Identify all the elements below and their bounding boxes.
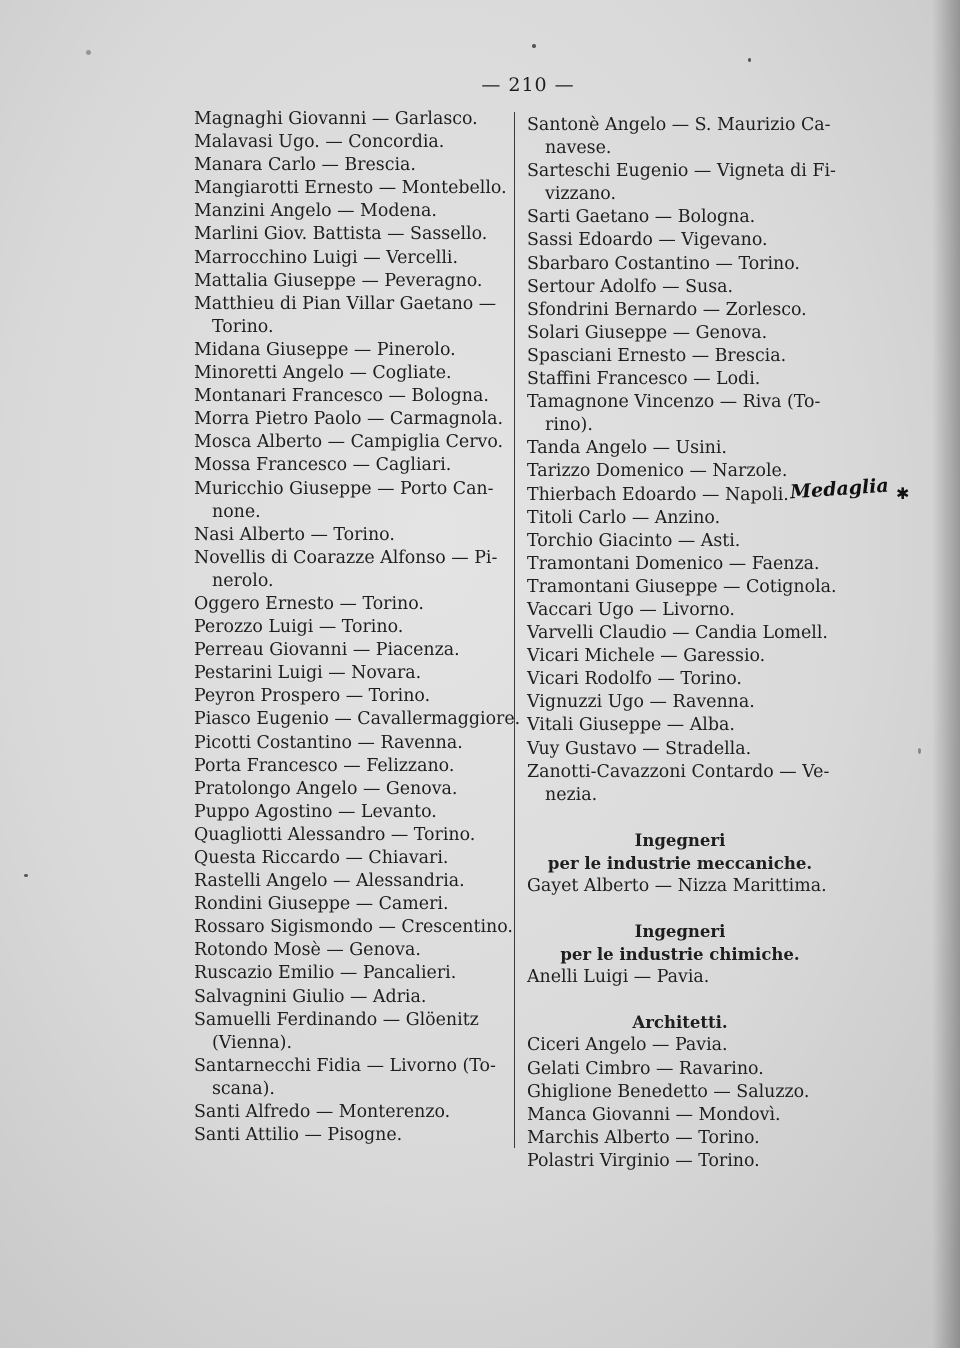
chimiche-entry: Anelli Luigi — Pavia. <box>527 967 710 988</box>
left-column-entry: Picotti Costantino — Ravenna. <box>194 732 463 753</box>
left-column-entry: none. <box>212 501 261 522</box>
architetti-entries <box>527 1034 833 1173</box>
section-heading-meccaniche-line1: Ingegneri <box>634 830 726 850</box>
left-column-entry: Montanari Francesco — Bologna. <box>194 386 489 407</box>
left-column-entry: Torino. <box>212 316 274 337</box>
annotation-mark-icon: ✱ <box>896 484 910 503</box>
left-column-entry: Mosca Alberto — Campiglia Cervo. <box>194 432 504 453</box>
section-heading-meccaniche-line2: per le industrie meccaniche. <box>547 853 813 873</box>
left-column-entry: Salvagnini Giulio — Adria. <box>194 986 427 1007</box>
left-column-entry: Muricchio Giuseppe — Porto Can- <box>194 478 494 499</box>
paper-speck <box>918 748 921 754</box>
right-column-entry: Vicari Michele — Garessio. <box>527 646 766 667</box>
left-column-entry: Rossaro Sigismondo — Crescentino. <box>194 917 513 938</box>
column-divider <box>514 112 515 1148</box>
left-column-entry: Marlini Giov. Battista — Sassello. <box>194 224 488 245</box>
left-column-entry: Ruscazio Emilio — Pancalieri. <box>194 963 457 984</box>
section-heading-architetti: Architetti. <box>632 1013 728 1033</box>
left-column-entry: Porta Francesco — Felizzano. <box>194 755 455 776</box>
right-column-entry: rino). <box>545 415 593 436</box>
right-column-entry: Sarteschi Eugenio — Vigneta di Fi- <box>527 161 836 182</box>
paper-speck <box>532 44 536 48</box>
right-column-entry: nezia. <box>545 784 598 805</box>
page-number: — 210 — <box>481 74 575 96</box>
right-column-entry: Sertour Adolfo — Susa. <box>527 276 734 297</box>
right-column-entry: Tarizzo Domenico — Narzole. <box>527 461 788 482</box>
right-column-entry: Tramontani Giuseppe — Cotignola. <box>527 576 837 597</box>
left-column-entry: Nasi Alberto — Torino. <box>194 524 395 545</box>
architetti-entry: Marchis Alberto — Torino. <box>527 1127 760 1148</box>
left-column-entry: Quagliotti Alessandro — Torino. <box>194 824 476 845</box>
right-column-entry: Sassi Edoardo — Vigevano. <box>527 230 768 251</box>
architetti-entry: Ciceri Angelo — Pavia. <box>527 1035 728 1056</box>
left-column-entry: Pratolongo Angelo — Genova. <box>194 778 458 799</box>
left-column-entry: Puppo Agostino — Levanto. <box>194 801 437 822</box>
left-column-entry: Malavasi Ugo. — Concordia. <box>194 132 445 153</box>
left-column-entry: Oggero Ernesto — Torino. <box>194 593 424 614</box>
left-column-entry: Manzini Angelo — Modena. <box>194 201 437 222</box>
right-column-entry: vizzano. <box>545 184 616 205</box>
right-column-entry: Vignuzzi Ugo — Ravenna. <box>527 692 755 713</box>
handwritten-annotation: Medaglia <box>789 474 890 504</box>
left-column-entry: Matthieu di Pian Villar Gaetano — <box>194 293 497 314</box>
left-column <box>194 108 521 1147</box>
page-edge-shadow <box>932 0 960 1348</box>
section-heading-chimiche-line2: per le industrie chimiche. <box>560 945 800 965</box>
left-column-entry: nerolo. <box>212 570 274 591</box>
left-column-entry: Manara Carlo — Brescia. <box>194 155 416 176</box>
right-column-entry: Tramontani Domenico — Faenza. <box>527 553 820 574</box>
right-column-entry: Vuy Gustavo — Stradella. <box>527 738 752 759</box>
right-column-entry: Solari Giuseppe — Genova. <box>527 322 768 343</box>
right-column-entry: Spasciani Ernesto — Brescia. <box>527 345 787 366</box>
right-column-entry: Vaccari Ugo — Livorno. <box>527 599 735 620</box>
paper-speck <box>748 58 751 62</box>
architetti-entry: Manca Giovanni — Mondovì. <box>527 1104 781 1125</box>
left-column-entry: Mattalia Giuseppe — Peveragno. <box>194 270 483 291</box>
right-column-entry: Sbarbaro Costantino — Torino. <box>527 253 800 274</box>
right-column-entry: Vicari Rodolfo — Torino. <box>527 669 742 690</box>
left-column-entry: Santi Alfredo — Monterenzo. <box>194 1102 451 1123</box>
architetti-entry: Ghiglione Benedetto — Saluzzo. <box>527 1081 810 1102</box>
architetti-entry: Polastri Virginio — Torino. <box>527 1150 760 1171</box>
left-column-entry: Samuelli Ferdinando — Glöenitz <box>194 1009 479 1030</box>
right-column-entry: Santonè Angelo — S. Maurizio Ca- <box>527 115 831 135</box>
left-column-entry: Santi Attilio — Pisogne. <box>194 1125 403 1146</box>
section-heading-chimiche-line1: Ingegneri <box>634 922 726 942</box>
right-column-entry: Zanotti-Cavazzoni Contardo — Ve- <box>527 761 830 782</box>
paper-speck <box>24 874 28 877</box>
left-column-entry: Pestarini Luigi — Novara. <box>194 663 422 684</box>
right-column-entry: Sarti Gaetano — Bologna. <box>527 207 756 228</box>
left-column-entry: scana). <box>212 1078 275 1099</box>
left-column-entry: Novellis di Coarazze Alfonso — Pi- <box>194 547 498 568</box>
left-column-entry: Minoretti Angelo — Cogliate. <box>194 363 452 384</box>
right-column-entry: Sfondrini Bernardo — Zorlesco. <box>527 299 807 320</box>
right-column <box>527 114 837 1173</box>
right-column-entry: navese. <box>545 138 612 159</box>
right-column-entry: Vitali Giuseppe — Alba. <box>527 715 735 736</box>
meccaniche-entry: Gayet Alberto — Nizza Marittima. <box>527 876 827 896</box>
right-column-entries <box>527 114 837 807</box>
left-column-entry: Mossa Francesco — Cagliari. <box>194 455 452 476</box>
left-column-entry: Piasco Eugenio — Cavallermaggiore. <box>194 709 521 730</box>
chimiche-entries <box>527 966 833 989</box>
left-column-entry: Perreau Giovanni — Piacenza. <box>194 640 460 661</box>
left-column-entry: Mangiarotti Ernesto — Montebello. <box>194 178 507 199</box>
left-column-entry: Questa Riccardo — Chiavari. <box>194 848 449 868</box>
left-column-entry: Santarnecchi Fidia — Livorno (To- <box>194 1055 496 1076</box>
right-column-entry: Tamagnone Vincenzo — Riva (To- <box>527 392 821 413</box>
right-column-entry: Tanda Angelo — Usini. <box>527 438 727 459</box>
left-column-entry: Rotondo Mosè — Genova. <box>194 940 421 961</box>
right-column-entry: Torchio Giacinto — Asti. <box>527 530 741 551</box>
left-column-entry: Perozzo Luigi — Torino. <box>194 617 404 638</box>
meccaniche-entries <box>527 875 833 898</box>
right-column-entry: Titoli Carlo — Anzino. <box>527 507 721 528</box>
left-column-entry: Magnaghi Giovanni — Garlasco. <box>194 109 478 129</box>
left-column-entry: Marrocchino Luigi — Vercelli. <box>194 247 458 268</box>
right-column-entry: Varvelli Claudio — Candia Lomell. <box>527 623 828 644</box>
left-column-entry: Peyron Prospero — Torino. <box>194 686 431 707</box>
right-column-entry: Staffini Francesco — Lodi. <box>527 369 761 390</box>
left-column-entry: (Vienna). <box>212 1032 292 1053</box>
architetti-entry: Gelati Cimbro — Ravarino. <box>527 1058 764 1079</box>
left-column-entry: Morra Pietro Paolo — Carmagnola. <box>194 409 503 430</box>
left-column-entry: Midana Giuseppe — Pinerolo. <box>194 339 456 360</box>
right-column-entry: Thierbach Edoardo — Napoli. <box>527 484 789 505</box>
paper-speck <box>86 50 91 55</box>
left-column-entry: Rastelli Angelo — Alessandria. <box>194 871 465 892</box>
left-column-entry: Rondini Giuseppe — Cameri. <box>194 894 449 915</box>
